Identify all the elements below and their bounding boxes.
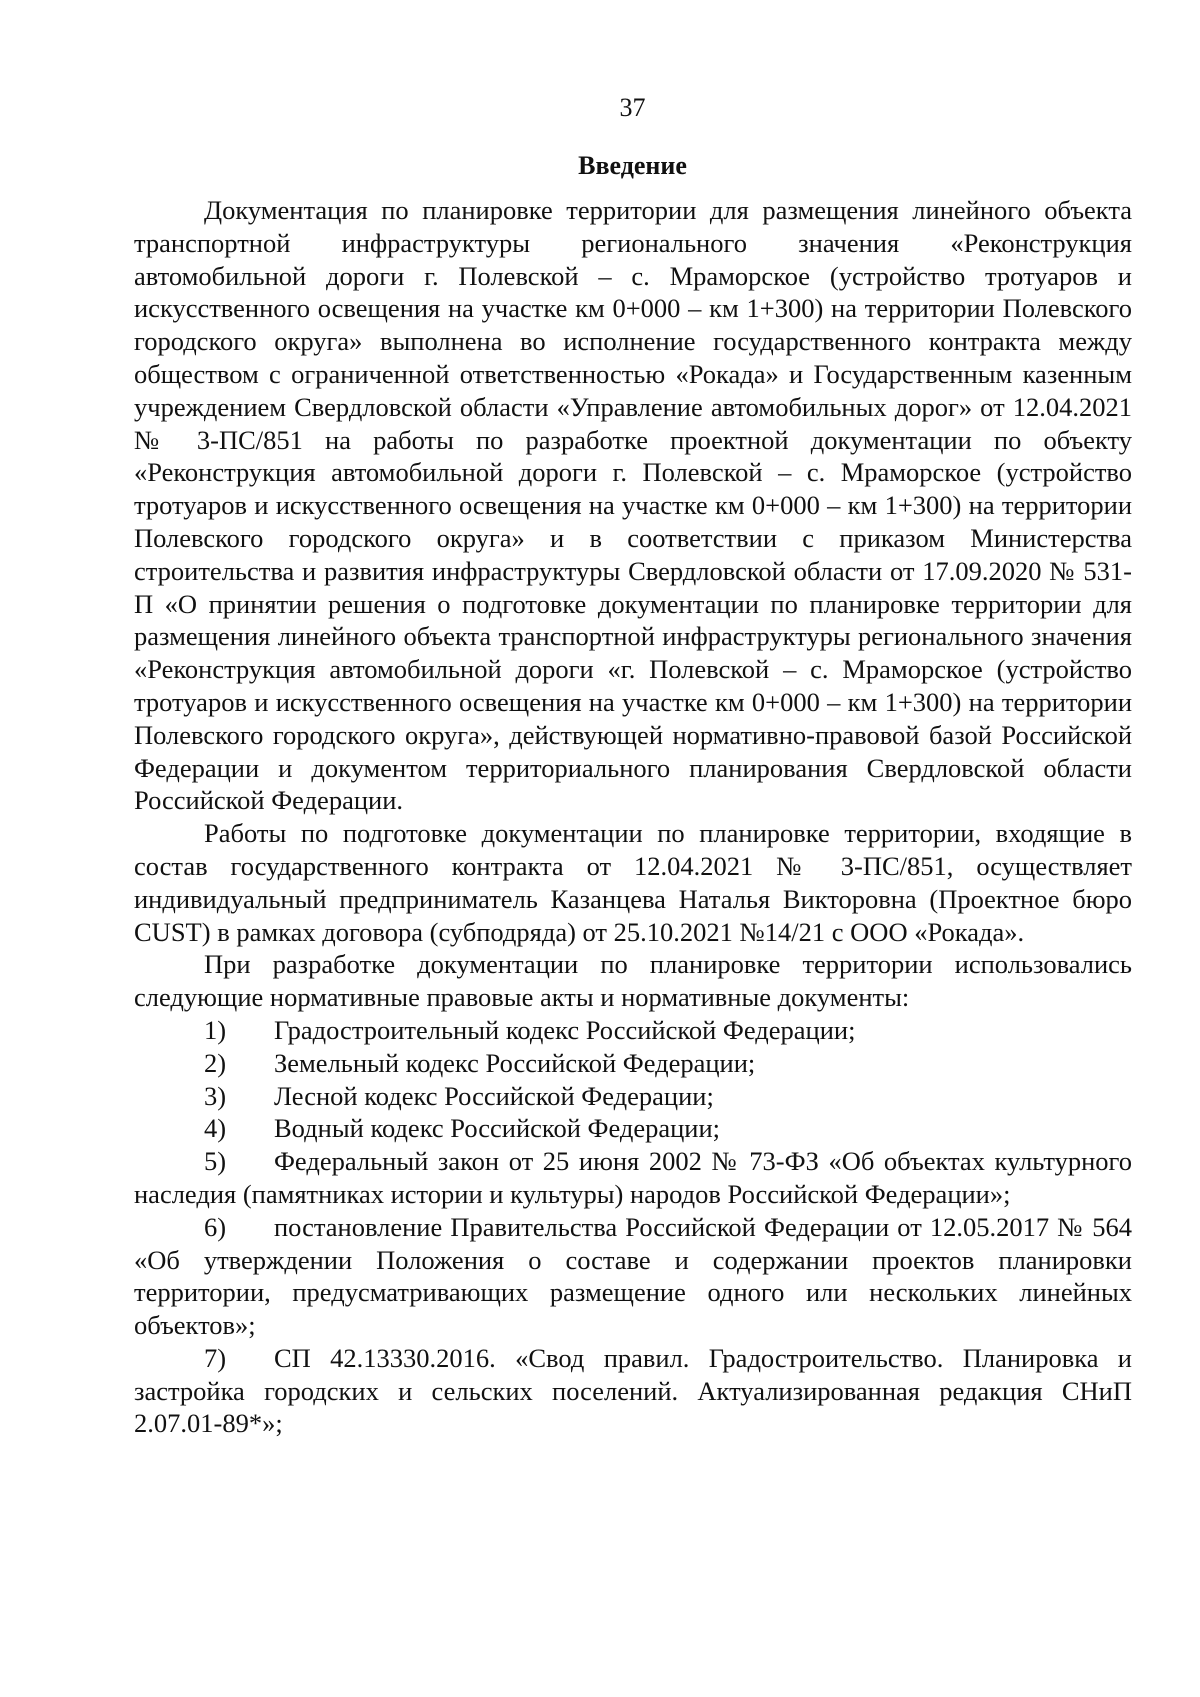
paragraph-regulations-intro: При разработке документации по планировке территории использовались следующие нормативные правовые акты и нормативные документы: <box>134 949 1132 1013</box>
section-heading: Введение <box>578 151 687 180</box>
list-item-text: Водный кодекс Российской Федерации; <box>274 1113 721 1144</box>
list-item <box>134 1145 1132 1211</box>
list-item-number: 7) <box>204 1342 227 1373</box>
list-item-text: Земельный кодекс Российской Федерации; <box>274 1047 756 1078</box>
page-number: 37 <box>619 93 646 122</box>
list-item-number: 4) <box>204 1113 227 1144</box>
list-item-text: постановление Правительства Российской Федерации от 12.05.2017 № 564 «Об утверждении Положения о составе и содержании проектов планировки территории, предусматривающих размещение одного или нескольких линейных объектов»; <box>134 1211 1132 1341</box>
list-item-number: 3) <box>204 1080 227 1111</box>
regulations-list <box>134 1014 1132 1440</box>
paragraph-introduction: Документация по планировке территории для размещения линейного объекта транспортной инфраструктуры регионального значения «Реконструкция автомобильной дороги г. Полевской – с. Мраморское (устройство тротуаров и искусственного освещения на участке км 0+000 – км 1+300) на территории Полевского городского округа» выполнена во исполнение государственного контракта между обществом с ограниченной ответственностью «Рокада» и Государственным казенным учреждением Свердловской области «Управление автомобильных дорог» от 12.04.2021 № 3-ПС/851 на работы по разработке проектной документации по объекту «Реконструкция автомобильной дороги г. Полевской – с. Мраморское (устройство тротуаров и искусственного освещения на участке км 0+000 – км 1+300) на территории Полевского городского округа» и в соответствии с приказом Министерства строительства и развития инфраструктуры Свердловской области от 17.09.2020 № 531-П «О принятии решения о подготовке документации по планировке территории для размещения линейного объекта транспортной инфраструктуры регионального значения «Реконструкция автомобильной дороги «г. Полевской – с. Мраморское (устройство тротуаров и искусственного освещения на участке км 0+000 – км 1+300) на территории Полевского городского округа», действующей нормативно-правовой базой Российской Федерации и документом территориального планирования Свердловской области Российской Федерации. <box>134 195 1132 816</box>
list-item-number: 1) <box>204 1014 227 1045</box>
list-item <box>134 1211 1132 1342</box>
list-item-text: Федеральный закон от 25 июня 2002 № 73-ФЗ «Об объектах культурного наследия (памятниках истории и культуры) народов Российской Федерации»; <box>134 1146 1132 1209</box>
list-item-number: 5) <box>204 1146 227 1177</box>
list-item <box>134 1112 1132 1145</box>
list-item-number: 2) <box>204 1047 227 1078</box>
list-item-text: Лесной кодекс Российской Федерации; <box>274 1080 714 1111</box>
list-item <box>134 1080 1132 1113</box>
list-item <box>134 1342 1132 1440</box>
document-body <box>134 194 1132 1440</box>
list-item <box>134 1047 1132 1080</box>
list-item <box>134 1014 1132 1047</box>
list-item-number: 6) <box>204 1211 227 1242</box>
paragraph-contractor: Работы по подготовке документации по планировке территории, входящие в состав государственного контракта от 12.04.2021 № 3-ПС/851, осуществляет индивидуальный предприниматель Казанцева Наталья Викторовна (Проектное бюро CUST) в рамках договора (субподряда) от 25.10.2021 №14/21 с ООО «Рокада». <box>134 818 1132 947</box>
list-item-text: Градостроительный кодекс Российской Федерации; <box>274 1014 856 1045</box>
list-item-text: СП 42.13330.2016. «Свод правил. Градостроительство. Планировка и застройка городских и сельских поселений. Актуализированная редакция СНиП 2.07.01-89*»; <box>134 1342 1132 1439</box>
